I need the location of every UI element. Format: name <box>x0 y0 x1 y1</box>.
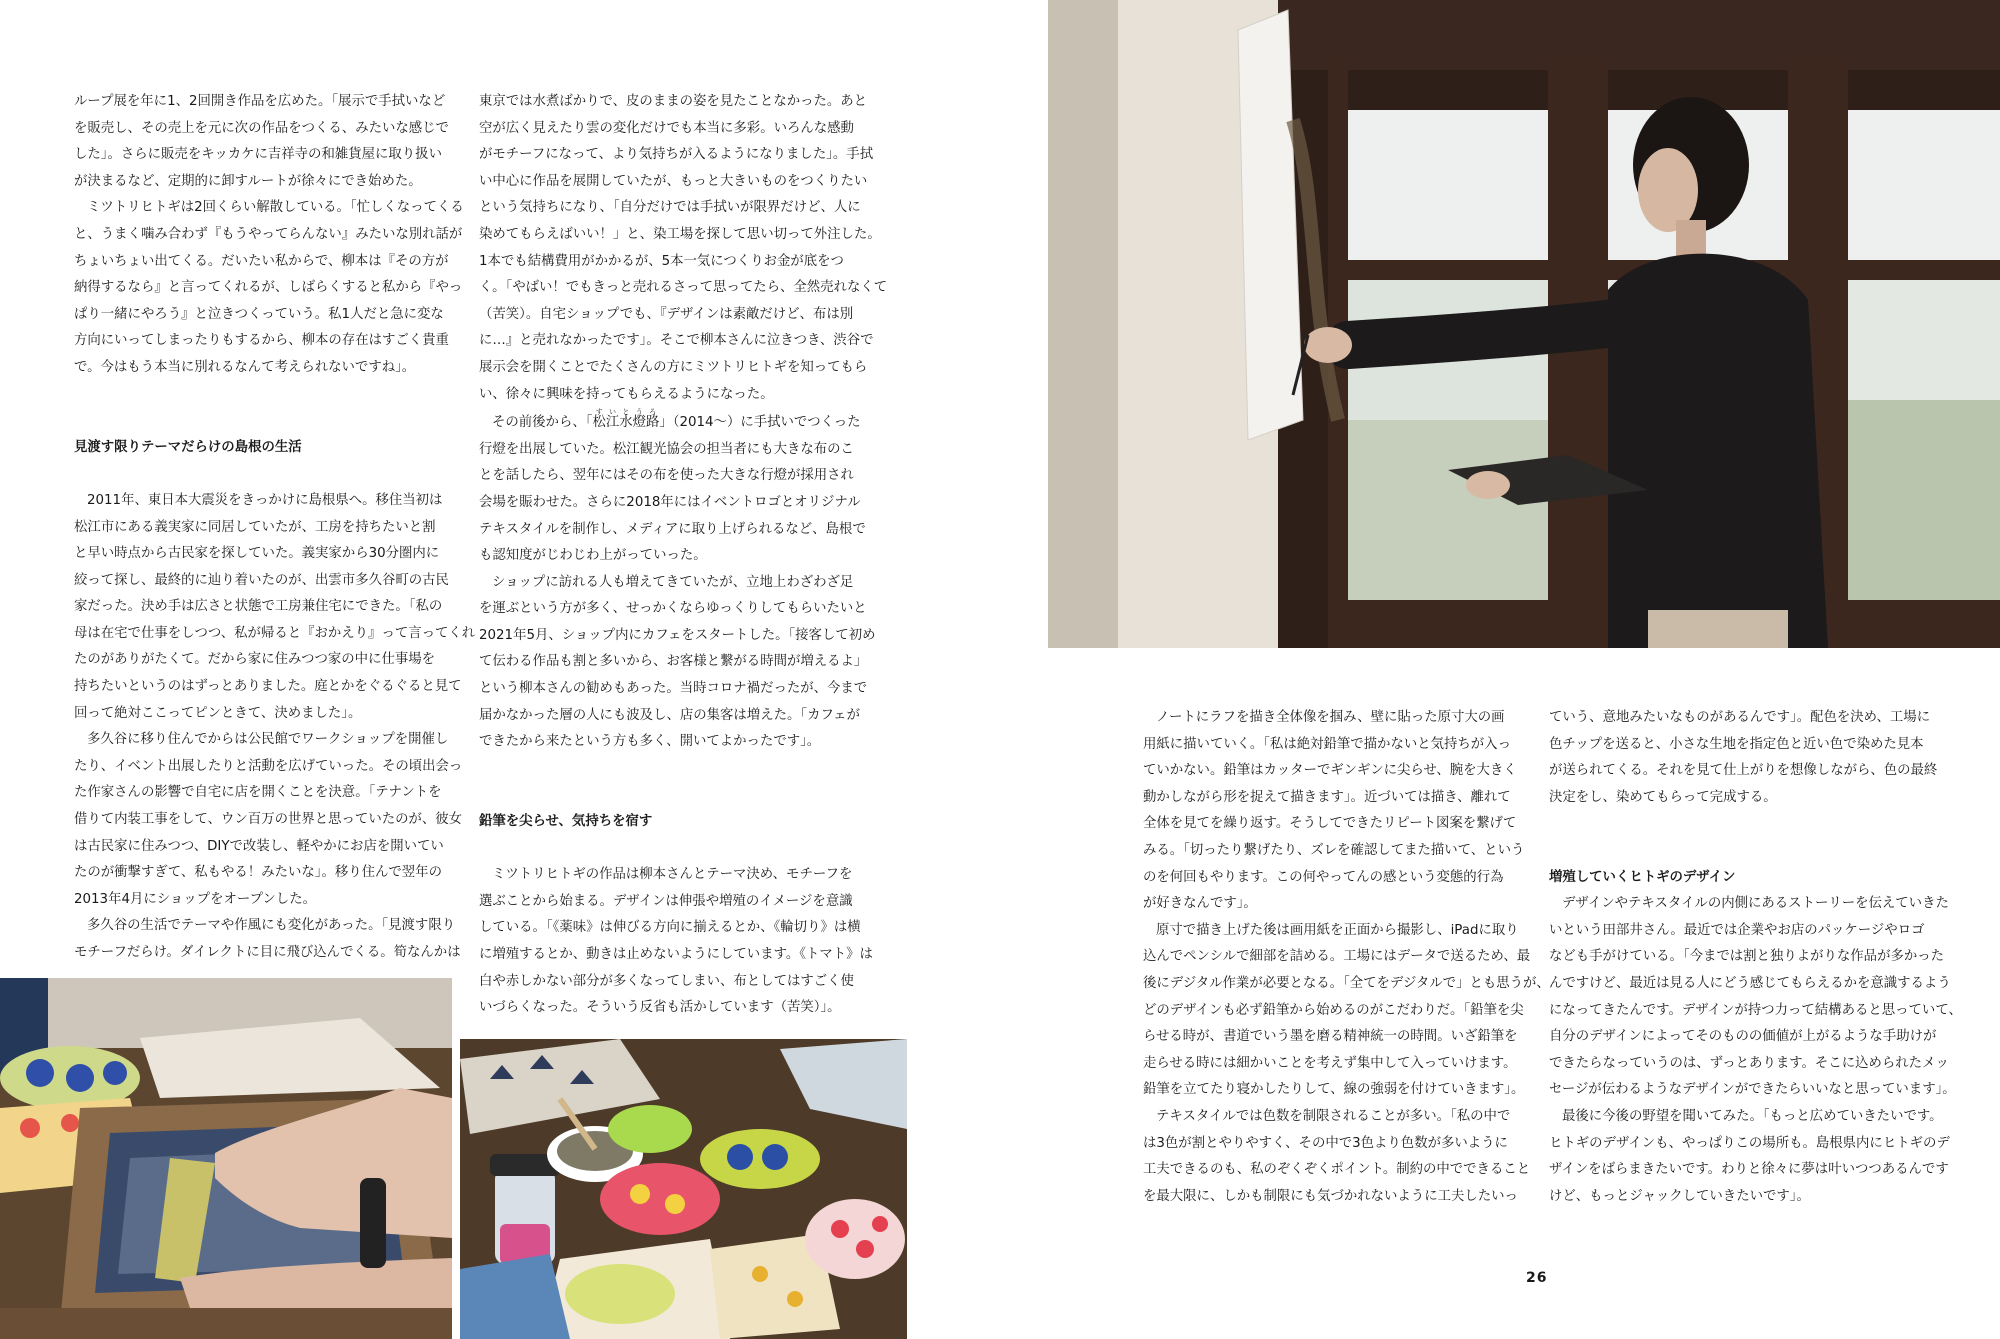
text-line: テキスタイルでは色数を制限されることが多い。「私の中で <box>1156 1108 1511 1124</box>
ruby-text <box>592 408 660 431</box>
text-line: ノートにラフを描き全体像を掴み、壁に貼った原寸大の画 <box>1156 710 1505 725</box>
text-line: ループ展を年に1、2回開き作品を広めた。「展示で手拭いなど <box>74 94 446 109</box>
text-column-2 <box>479 89 887 1022</box>
text-line: のを何回もやります。この何やってんの感という変態的行為 <box>1143 869 1504 885</box>
text-line: デザインやテキスタイルの内側にあるストーリーを伝えていきた <box>1562 896 1949 912</box>
text-span: その前後から、「 <box>492 415 593 431</box>
text-line: テキスタイルを制作し、メディアに取り上げられるなど、島根で <box>479 521 866 537</box>
text-line: 会場を賑わせた。さらに2018年にはイベントロゴとオリジナル <box>479 494 861 510</box>
text-line: い中心に作品を展開していたが、もっと大きいものをつくりたい <box>479 173 868 189</box>
text-line: は3色が割とやりやすく、その中で3色より色数が多いように <box>1143 1135 1508 1151</box>
text-line: が送られてくる。それを見て仕上がりを想像しながら、色の最終 <box>1549 763 1938 779</box>
text-line: たのが衝撃すぎて、私もやる！みたいな」。移り住んで翌年の <box>74 865 442 881</box>
text-line: （苦笑）。自宅ショップでも、『デザインは素敵だけど、布は別 <box>479 306 854 322</box>
text-line: 借りて内装工事をして、ウン百万の世界と思っていたのが、彼女 <box>74 812 463 828</box>
text-line: で。今はもう本当に別れるなんて考えられないですね」。 <box>74 359 416 375</box>
text-line: ショップに訪れる人も増えてきていたが、立地上わざわざ足 <box>492 574 854 590</box>
text-line: という柳本さんの勧めもあった。当時コロナ禍だったが、今まで <box>479 681 868 697</box>
text-line: 回って絶対ここってピンときて、決めました」。 <box>74 705 362 721</box>
text-line: 用紙に描いていく。「私は絶対鉛筆で描かないと気持ちが入っ <box>1143 736 1511 752</box>
text-line: 選ぶことから始まる。デザインは伸張や増殖のイメージを意識 <box>479 893 853 909</box>
text-line: 色チップを送ると、小さな生地を指定色と近い色で染めた見本 <box>1549 736 1924 752</box>
text-line: ていう、意地みたいなものがあるんです」。配色を決め、工場に <box>1549 710 1931 725</box>
text-line: 納得するなら』と言ってくれるが、しばらくすると私から『やっ <box>74 280 463 296</box>
text-line: 母は在宅で仕事をしつつ、私が帰ると『おかえり』って言ってくれ <box>74 625 476 641</box>
text-line: できたから来たという方も多く、開いてよかったです」。 <box>479 734 821 750</box>
text-line: 行燈を出展していた。松江観光協会の担当者にも大きな布のこ <box>479 441 854 457</box>
text-line: ミツトリヒトギは2回くらい解散している。「忙しくなってくる <box>87 200 464 216</box>
text-line: い、徐々に興味を持ってもらえるようになった。 <box>479 386 774 402</box>
text-line: た作家さんの影響で自宅に店を開くことを決意。「テナントを <box>74 785 442 801</box>
section-heading: 見渡す限りテーマだらけの島根の生活 <box>74 439 302 455</box>
text-line: 展示会を開くことでたくさんの方にミツトリヒトギを知ってもら <box>479 359 868 375</box>
photo-screen-printing <box>0 978 452 1339</box>
text-line: 多久谷の生活でテーマや作風にも変化があった。「見渡す限り <box>87 918 456 934</box>
text-line: 方向にいってしまったりもするから、柳本の存在はすごく貴重 <box>74 333 449 349</box>
text-line: を最大限に、しかも制限にも気づかれないように工夫したいっ <box>1143 1188 1518 1204</box>
text-line: ザインをばらまきたいです。わりと徐々に夢は叶いつつあるんです <box>1549 1162 1949 1178</box>
text-line: みる。「切ったり繋げたり、ズレを確認してまた描いて、という <box>1143 842 1525 858</box>
text-line: 2011年、東日本大震災をきっかけに島根県へ。移住当初は <box>87 492 443 508</box>
text-line: ちょいちょい出てくる。だいたい私からで、柳本は『その方が <box>74 253 449 269</box>
text-line: ミツトリヒトギの作品は柳本さんとテーマ決め、モチーフを <box>492 867 853 883</box>
section-heading: 増殖していくヒトギのデザイン <box>1549 869 1736 885</box>
page-number: 26 <box>1526 1270 1548 1286</box>
text-line: した」。さらに販売をキッカケに吉祥寺の和雑貨屋に取り扱い <box>74 147 442 163</box>
text-line: 動かしながら形を捉えて描きます」。近づいては描き、離れて <box>1143 789 1511 805</box>
text-line-with-ruby <box>479 408 887 437</box>
text-line: ヒトギのデザインも、やっぱりこの場所も。島根県内にヒトギのデ <box>1549 1135 1950 1151</box>
text-line: ていかない。鉛筆はカッターでギンギンに尖らせ、腕を大きく <box>1143 763 1517 779</box>
text-line: らせる時が、書道でいう墨を磨る精神統一の時間。いざ鉛筆を <box>1143 1029 1518 1045</box>
text-line: 工夫できるのも、私のぞくぞくポイント。制約の中でできること <box>1143 1162 1531 1178</box>
text-line: いという田部井さん。最近では企業やお店のパッケージやロゴ <box>1549 922 1925 938</box>
photo-fabric-pieces <box>460 1039 907 1339</box>
text-line: とを話したら、翌年にはその布を使った大きな行燈が採用され <box>479 468 854 484</box>
text-line: 染めてもらえばいい！」と、染工場を探して思い切って外注した。 <box>479 226 881 242</box>
text-line: たのがありがたくて。だから家に住みつつ家の中に仕事場を <box>74 652 436 668</box>
section-heading: 鉛筆を尖らせ、気持ちを宿す <box>479 814 653 830</box>
text-line: て伝わる作品も割と多いから、お客様と繋がる時間が増えるよ」 <box>479 654 868 670</box>
text-line: は古民家に住みつつ、DIYで改装し、軽やかにお店を開いてい <box>74 838 444 854</box>
text-line: 2021年5月、ショップ内にカフェをスタートした。「接客して初め <box>479 627 876 643</box>
text-line: 東京では水煮ばかりで、皮のままの姿を見たことなかった。あと <box>479 94 868 109</box>
text-line: できたらなっていうのは、ずっとあります。そこに込められたメッ <box>1549 1055 1949 1071</box>
text-line: 込んでペンシルで細部を詰める。工場にはデータで送るため、最 <box>1143 949 1531 965</box>
text-line: を運ぶという方が多く、せっかくならゆっくりしてもらいたいと <box>479 601 867 617</box>
text-line: 鉛筆を立てたり寝かしたりして、線の強弱を付けていきます」。 <box>1143 1082 1525 1098</box>
text-line: に増殖するとか、動きは止めないようにしています。《トマト》は <box>479 947 873 962</box>
ruby-base: 松江水燈路 <box>592 415 660 431</box>
text-line: も認知度がじわじわ上がっていった。 <box>479 548 707 564</box>
text-line: が好きなんです」。 <box>1143 896 1257 912</box>
text-line: がモチーフになって、より気持ちが入るようになりました」。手拭 <box>479 147 874 163</box>
text-line: ぱり一緒にやろう』と泣きつくっていう。私1人だと急に変な <box>74 306 444 322</box>
text-line: に…』と売れなかったです」。そこで柳本さんに泣きつき、渋谷で <box>479 333 874 349</box>
text-line: 松江市にある義実家に同居していたが、工房を持ちたいと割 <box>74 519 436 535</box>
text-line: 最後に今後の野望を聞いてみた。「もっと広めていきたいです。 <box>1562 1108 1943 1124</box>
ruby-reading: すいとうろ <box>592 408 660 417</box>
text-line: セージが伝わるようなデザインができたらいいなと思っています」。 <box>1549 1082 1956 1098</box>
text-line: たり、イベント出展したりと活動を広げていった。その頃出会っ <box>74 758 463 774</box>
text-line: 家だった。決め手は広さと状態で工房兼住宅にできた。「私の <box>74 599 443 615</box>
text-line: 空が広く見えたり雲の変化だけでも本当に多彩。いろんな感動 <box>479 120 854 136</box>
text-line: んですけど、最近は見る人にどう感じてもらえるかを意識するよう <box>1549 975 1951 991</box>
text-line: いづらくなった。そういう反省も活かしています（苦笑）」。 <box>479 1000 841 1016</box>
text-line: が決まるなど、定期的に卸すルートが徐々にでき始めた。 <box>74 173 422 189</box>
text-line: 決定をし、染めてもらって完成する。 <box>1549 789 1777 805</box>
text-line: 多久谷に移り住んでからは公民館でワークショップを開催し <box>87 732 449 748</box>
text-column-1 <box>74 89 475 967</box>
text-line: と、うまく噛み合わず『もうやってらんない』みたいな別れ話が <box>74 226 463 242</box>
text-line: と早い時点から古民家を探していた。義実家から30分圏内に <box>74 546 440 562</box>
text-line: している。「《薬味》は伸びる方向に揃えるとか、《輪切り》は横 <box>479 920 861 936</box>
text-line: く。「やばい！でもきっと売れるさって思ってたら、全然売れなくて <box>479 280 888 296</box>
text-line: どのデザインも必ず鉛筆から始めるのがこだわりだ。「鉛筆を尖 <box>1143 1002 1524 1018</box>
text-line: になってきたんです。デザインが持つ力って結構あると思っていて、 <box>1549 1002 1962 1018</box>
text-line: なども手がけている。「今までは割と独りよがりな作品が多かった <box>1549 949 1945 965</box>
text-line: 後にデジタル作業が必要となる。「全てをデジタルで」とも思うが、 <box>1143 975 1550 991</box>
text-line: けど、もっとジャックしていきたいです」。 <box>1549 1188 1810 1204</box>
text-line: 全体を見てを繰り返す。そうしてできたリピート図案を繋げて <box>1143 816 1517 832</box>
text-line: 届かなかった層の人にも波及し、店の集客は増えた。「カフェが <box>479 707 860 723</box>
text-column-4 <box>1549 705 1962 1210</box>
text-line: 原寸で描き上げた後は画用紙を正面から撮影し、iPadに取り <box>1156 922 1519 938</box>
text-span: 」（2014〜）に手拭いでつくった <box>659 415 861 431</box>
text-line: 1本でも結構費用がかかるが、5本一気につくりお金が底をつ <box>479 253 844 269</box>
text-line: モチーフだらけ。ダイレクトに目に飛び込んでくる。筍なんかは <box>74 945 461 960</box>
text-line: 2013年4月にショップをオープンした。 <box>74 891 316 907</box>
text-line: 持ちたいというのはずっとありました。庭とかをぐるぐると見て <box>74 679 462 695</box>
text-line: を販売し、その売上を元に次の作品をつくる、みたいな感じで <box>74 120 449 136</box>
text-line: という気持ちになり、「自分だけでは手拭いが限界だけど、人に <box>479 200 861 216</box>
photo-designer-drawing <box>1048 0 2000 648</box>
text-line: 絞って探し、最終的に辿り着いたのが、出雲市多久谷町の古民 <box>74 572 449 588</box>
text-line: 白や赤しかない部分が多くなってしまい、布としてはすごく使 <box>479 973 854 989</box>
text-line: 走らせる時には細かいことを考えず集中して入っていけます。 <box>1143 1055 1517 1071</box>
text-line: 自分のデザインによってそのものの価値が上がるような手助けが <box>1549 1029 1937 1045</box>
text-column-3 <box>1143 705 1550 1210</box>
